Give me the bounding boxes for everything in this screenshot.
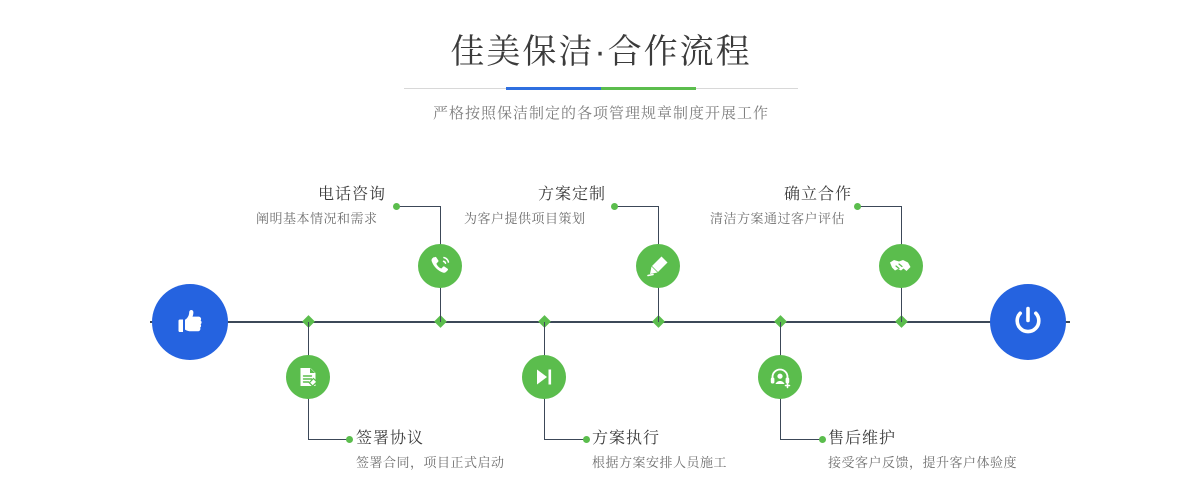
pencil-ruler-icon <box>645 253 671 279</box>
step-connector-dot <box>819 436 826 443</box>
timeline-axis <box>150 321 1070 323</box>
handshake-icon <box>888 253 914 279</box>
step-connector-dot <box>854 203 861 210</box>
step-icon-1 <box>418 244 462 288</box>
step-connector-dot <box>393 203 400 210</box>
step-title: 确立合作 <box>784 186 853 203</box>
step-label-6 <box>828 428 1017 473</box>
divider-segment-green <box>601 87 696 90</box>
step-title: 方案定制 <box>538 186 607 203</box>
page-title: 佳美保洁·合作流程 <box>450 33 752 71</box>
thumbs-up-icon <box>170 302 210 342</box>
step-title: 方案执行 <box>592 430 661 447</box>
document-edit-icon <box>296 365 320 389</box>
step-connector-horizontal <box>780 439 824 440</box>
step-connector-horizontal <box>544 439 588 440</box>
step-desc: 为客户提供项目策划 <box>464 211 586 226</box>
step-icon-5 <box>879 244 923 288</box>
play-forward-icon <box>532 365 556 389</box>
divider-segment-blue <box>506 87 601 90</box>
headset-support-icon <box>768 365 793 390</box>
step-icon-2 <box>286 355 330 399</box>
step-label-3 <box>464 184 606 229</box>
step-icon-3 <box>636 244 680 288</box>
step-connector-horizontal <box>614 206 658 207</box>
start-endpoint <box>152 284 228 360</box>
page-subtitle: 严格按照保洁制定的各项管理规章制度开展工作 <box>432 105 769 122</box>
step-label-4 <box>592 428 727 473</box>
step-desc: 签署合同，项目正式启动 <box>356 455 505 470</box>
step-label-2 <box>356 428 505 473</box>
step-label-1 <box>256 184 386 229</box>
step-connector-dot <box>346 436 353 443</box>
power-icon <box>1007 301 1049 343</box>
step-desc: 阐明基本情况和需求 <box>256 211 378 226</box>
step-connector-horizontal <box>396 206 440 207</box>
step-connector-dot <box>583 436 590 443</box>
step-title: 电话咨询 <box>318 186 387 203</box>
step-icon-6 <box>758 355 802 399</box>
step-desc: 接受客户反馈，提升客户体验度 <box>828 455 1018 470</box>
step-connector-dot <box>611 203 618 210</box>
step-connector-horizontal <box>857 206 901 207</box>
title-divider <box>404 88 798 89</box>
phone-ring-icon <box>427 253 453 279</box>
step-title: 签署协议 <box>356 430 425 447</box>
end-endpoint <box>990 284 1066 360</box>
step-title: 售后维护 <box>828 430 897 447</box>
step-label-5 <box>710 184 852 229</box>
step-icon-4 <box>522 355 566 399</box>
step-desc: 清洁方案通过客户评估 <box>710 211 846 226</box>
step-desc: 根据方案安排人员施工 <box>592 455 728 470</box>
diagram-header <box>0 30 1202 123</box>
